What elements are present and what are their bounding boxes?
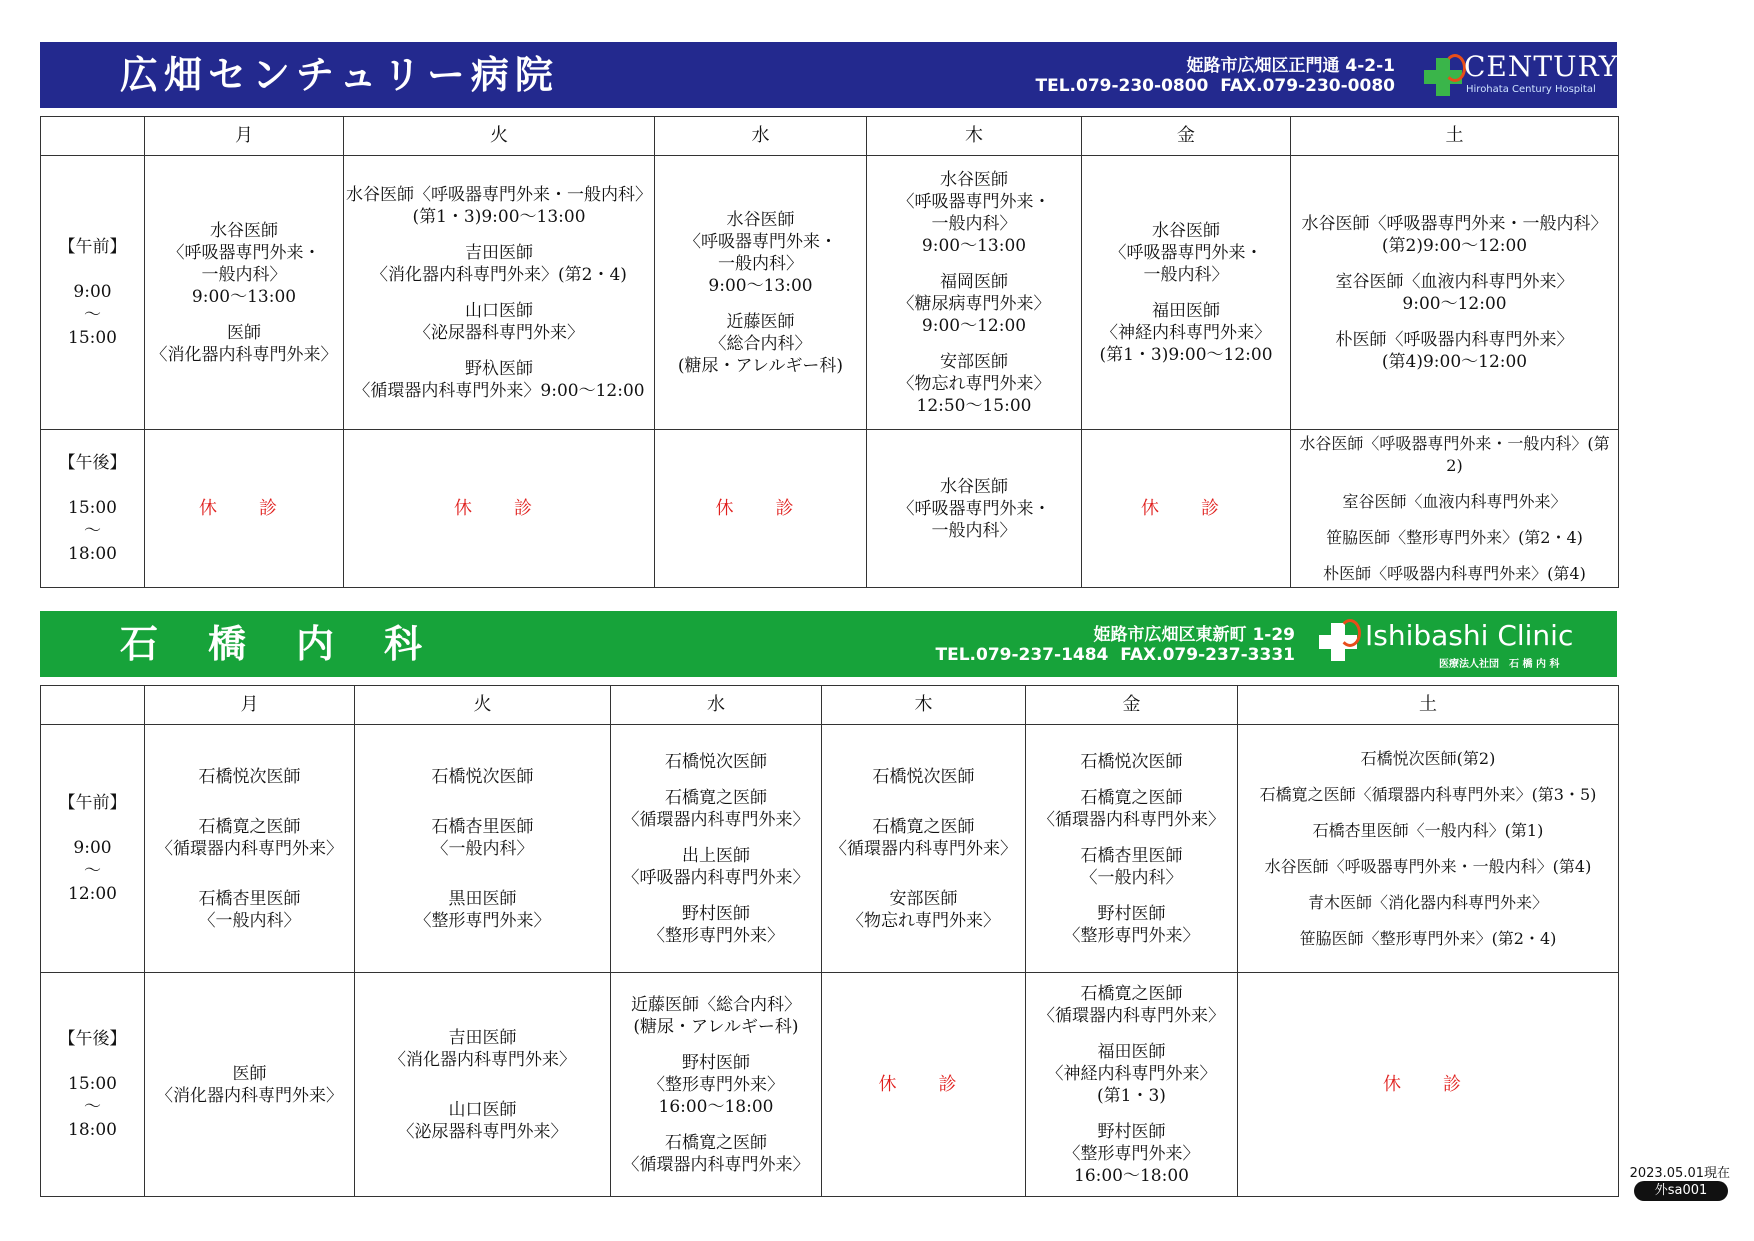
schedule-line: 12:00	[68, 883, 117, 904]
h2-am-sat	[1238, 725, 1619, 973]
h1-am-wed	[655, 156, 867, 430]
spacer	[1240, 878, 1616, 892]
spacer	[357, 874, 608, 888]
schedule-line: 石橋寛之医師	[1080, 983, 1183, 1004]
schedule-line: 石橋杏里医師	[1080, 845, 1183, 866]
schedule-line: 〈消化器内科専門外来〉(第2・4)	[371, 264, 627, 285]
am-time-label	[41, 156, 145, 430]
h1-am-tue	[344, 156, 655, 430]
h2-pm-fri	[1026, 973, 1238, 1197]
spacer	[357, 788, 608, 802]
day-sat: 土	[1291, 117, 1619, 156]
hospital1-name: 広畑センチュリー病院	[120, 53, 559, 97]
document-code-badge: 外sa001	[1634, 1181, 1728, 1201]
closed-label: 休 診	[1383, 1073, 1473, 1095]
spacer	[147, 802, 352, 816]
spacer	[1084, 286, 1288, 300]
h2-pm-thu	[822, 973, 1026, 1197]
schedule-line: 〈循環器内科専門外来〉	[156, 838, 343, 859]
schedule-line: 石橋寛之医師〈循環器内科専門外来〉(第3・5)	[1259, 784, 1597, 804]
schedule-line: 18:00	[68, 1119, 117, 1140]
schedule-line: 石橋寛之医師	[665, 787, 767, 808]
closed-label: 休 診	[878, 1073, 969, 1095]
schedule-line: 福岡医師	[940, 271, 1008, 292]
schedule-line: 石橋寛之医師	[665, 1132, 767, 1153]
schedule-line: 〈物忘れ専門外来〉	[897, 373, 1051, 394]
schedule-line: 石橋杏里医師	[431, 816, 534, 837]
schedule-line: 水谷医師〈呼吸器専門外来・一般内科〉(第2)	[1299, 433, 1610, 475]
schedule-line: ～	[84, 304, 101, 325]
spacer	[346, 286, 652, 300]
schedule-line: 一般内科〉	[718, 253, 803, 274]
schedule-line: 福田医師	[1152, 300, 1220, 321]
spacer	[1293, 315, 1616, 329]
day-mon: 月	[145, 686, 355, 725]
spacer	[1028, 1107, 1235, 1121]
day-mon: 月	[145, 117, 344, 156]
schedule-line: 水谷医師	[940, 476, 1008, 497]
schedule-line: 水谷医師	[1152, 220, 1220, 241]
day-thu: 木	[867, 117, 1082, 156]
spacer	[824, 860, 1023, 874]
hospital2-name: 石 橋 内 科	[120, 622, 429, 666]
h2-pm-sat	[1238, 973, 1619, 1197]
h2-am-tue	[355, 725, 611, 973]
schedule-line: 15:00	[68, 327, 117, 348]
schedule-line: 山口医師	[448, 1099, 517, 1120]
schedule-line: (第2)9:00～12:00	[1381, 235, 1528, 256]
schedule-line: 9:00～13:00	[191, 286, 297, 307]
spacer	[346, 344, 652, 358]
h2-pm-mon	[145, 973, 355, 1197]
schedule-line: 野村医師	[1097, 903, 1166, 924]
schedule-line: 吉田医師	[465, 242, 533, 263]
spacer	[1240, 770, 1616, 784]
am-row	[41, 156, 1619, 430]
schedule-line: 【午後】	[58, 1028, 127, 1049]
spacer	[613, 1038, 819, 1052]
schedule-line: 〈呼吸器専門外来・	[897, 191, 1051, 212]
h1-am-fri	[1082, 156, 1291, 430]
schedule-line: 水谷医師〈呼吸器専門外来・一般内科〉	[1301, 213, 1608, 234]
hospital2-address: 姫路市広畑区東新町 1-29	[1093, 625, 1295, 645]
spacer	[147, 874, 352, 888]
schedule-line: 一般内科〉	[931, 213, 1017, 234]
table-header-row	[41, 686, 1619, 725]
schedule-line: (糖尿・アレルギー科)	[633, 1016, 799, 1037]
spacer	[357, 1071, 608, 1085]
day-fri: 金	[1082, 117, 1291, 156]
schedule-line: 15:00	[68, 497, 117, 518]
schedule-line: 15:00	[68, 1073, 117, 1094]
schedule-line: 〈物忘れ専門外来〉	[847, 910, 1000, 931]
h1-pm-thu	[867, 430, 1082, 588]
spacer	[147, 308, 341, 322]
spacer	[1293, 513, 1616, 527]
century-logo	[1424, 50, 1619, 100]
schedule-line: 〈整形専門外来〉	[1063, 1143, 1200, 1164]
spacer	[1028, 773, 1235, 787]
schedule-line: 野村医師	[682, 903, 750, 924]
logo-sub-text: 医療法人社団 石 橋 内 科	[1439, 659, 1560, 670]
schedule-line: 笹脇医師〈整形専門外来〉(第2・4)	[1299, 928, 1557, 948]
schedule-line: 医師	[232, 1063, 267, 1084]
schedule-line: 〈呼吸器専門外来・	[1109, 242, 1263, 263]
hospital1-contact: TEL.079-230-0800 FAX.079-230-0080	[1035, 76, 1395, 96]
schedule-line: 12:50～15:00	[916, 395, 1032, 416]
schedule-line: ～	[84, 520, 101, 541]
h2-am-mon	[145, 725, 355, 973]
schedule-line: 9:00～12:00	[921, 315, 1027, 336]
schedule-line: 〈循環器内科専門外来〉9:00～12:00	[353, 380, 645, 401]
schedule-line: 一般内科〉	[201, 264, 287, 285]
spacer	[613, 773, 819, 787]
swirl-icon	[1444, 54, 1466, 82]
schedule-line: 医師	[227, 322, 261, 343]
effective-date: 2023.05.01現在	[1629, 1166, 1730, 1181]
schedule-line: 9:00～13:00	[708, 275, 813, 296]
day-thu: 木	[822, 686, 1026, 725]
schedule-line: 青木医師〈消化器内科専門外来〉	[1307, 892, 1548, 912]
schedule-line: 水谷医師	[210, 220, 278, 241]
schedule-line: 石橋悦次医師	[872, 766, 975, 787]
schedule-line: 福田医師	[1097, 1041, 1166, 1062]
spacer	[1028, 889, 1235, 903]
schedule-line: 出上医師	[682, 845, 750, 866]
schedule-line: 〈循環器内科専門外来〉	[830, 838, 1017, 859]
schedule-line: 〈総合内科〉	[709, 333, 812, 354]
schedule-line: 水谷医師〈呼吸器専門外来・一般内科〉	[346, 184, 652, 205]
schedule-line: 【午前】	[58, 236, 127, 257]
schedule-line: 水谷医師	[940, 169, 1008, 190]
ishibashi-logo	[1319, 619, 1599, 669]
schedule-line: 野村医師	[682, 1052, 750, 1073]
spacer	[824, 788, 1023, 802]
spacer	[1028, 1027, 1235, 1041]
schedule-line: 石橋悦次医師	[431, 766, 534, 787]
spacer	[1293, 549, 1616, 563]
schedule-line: 一般内科〉	[1143, 264, 1229, 285]
spacer	[824, 802, 1023, 816]
schedule-line: 〈消化器内科専門外来〉	[389, 1049, 576, 1070]
schedule-line: 野杁医師	[465, 358, 533, 379]
schedule-line: 石橋杏里医師	[198, 888, 301, 909]
schedule-line: 〈整形専門外来〉	[648, 1074, 784, 1095]
schedule-line: (第1・3)	[1097, 1085, 1166, 1106]
schedule-line: 山口医師	[465, 300, 533, 321]
spacer	[147, 788, 352, 802]
hospital1-banner	[40, 42, 1617, 108]
pm-time-label	[41, 973, 145, 1197]
schedule-line: 16:00～18:00	[658, 1096, 774, 1117]
spacer	[613, 831, 819, 845]
day-tue: 火	[344, 117, 655, 156]
closed-label: 休 診	[715, 497, 806, 519]
schedule-line: 9:00	[73, 837, 112, 858]
table-header-row	[41, 117, 1619, 156]
day-sat: 土	[1238, 686, 1619, 725]
schedule-line: ～	[84, 1096, 101, 1117]
h1-pm-mon	[145, 430, 344, 588]
schedule-line: 室谷医師〈血液内科専門外来〉	[1342, 491, 1567, 511]
schedule-line: 【午前】	[58, 792, 127, 813]
schedule-line: 〈循環器内科専門外来〉	[622, 1154, 810, 1175]
schedule-line: 〈整形専門外来〉	[414, 910, 551, 931]
closed-label: 休 診	[199, 497, 289, 519]
spacer	[346, 228, 652, 242]
closed-label: 休 診	[1141, 497, 1231, 519]
day-wed: 水	[611, 686, 822, 725]
spacer	[1028, 831, 1235, 845]
schedule-line: 近藤医師〈総合内科〉	[631, 994, 801, 1015]
schedule-line: 安部医師	[889, 888, 958, 909]
schedule-line: 〈循環器内科専門外来〉	[1038, 809, 1225, 830]
h2-am-wed	[611, 725, 822, 973]
hospital1-schedule-table	[40, 116, 1619, 588]
schedule-line: 〈神経内科専門外来〉	[1046, 1063, 1217, 1084]
closed-label: 休 診	[454, 497, 544, 519]
spacer	[1240, 914, 1616, 928]
schedule-line: (第1・3)9:00～13:00	[412, 206, 586, 227]
h1-pm-sat	[1291, 430, 1619, 588]
h1-am-mon	[145, 156, 344, 430]
day-wed: 水	[655, 117, 867, 156]
spacer	[613, 1118, 819, 1132]
schedule-line: 朴医師〈呼吸器内科専門外来〉(第4)	[1323, 563, 1586, 583]
spacer	[824, 874, 1023, 888]
schedule-line: 〈呼吸器専門外来・	[684, 231, 837, 252]
schedule-line: (第1・3)9:00～12:00	[1099, 344, 1273, 365]
spacer	[1293, 257, 1616, 271]
schedule-line: 朴医師〈呼吸器内科専門外来〉	[1335, 329, 1574, 350]
corner-cell	[41, 117, 145, 156]
schedule-line: 9:00～13:00	[921, 235, 1027, 256]
day-fri: 金	[1026, 686, 1238, 725]
h1-pm-fri	[1082, 430, 1291, 588]
spacer	[357, 1085, 608, 1099]
h1-pm-tue	[344, 430, 655, 588]
schedule-line: (第4)9:00～12:00	[1381, 351, 1528, 372]
h2-pm-wed	[611, 973, 822, 1197]
h2-am-thu	[822, 725, 1026, 973]
hospital1-address-block	[1035, 56, 1395, 96]
pm-time-label	[41, 430, 145, 588]
schedule-line: 〈消化器内科専門外来〉	[150, 344, 338, 365]
schedule-line: 黒田医師	[448, 888, 517, 909]
schedule-line: 〈一般内科〉	[198, 910, 301, 931]
schedule-line: 〈一般内科〉	[1080, 867, 1183, 888]
day-tue: 火	[355, 686, 611, 725]
schedule-line: 9:00～12:00	[1402, 293, 1507, 314]
h1-am-thu	[867, 156, 1082, 430]
schedule-line: 野村医師	[1097, 1121, 1166, 1142]
schedule-line: 9:00	[73, 281, 112, 302]
spacer	[1293, 477, 1616, 491]
h2-pm-tue	[355, 973, 611, 1197]
swirl-icon	[1339, 619, 1361, 647]
schedule-line: 16:00～18:00	[1074, 1165, 1189, 1186]
spacer	[869, 337, 1079, 351]
schedule-line: 一般内科〉	[931, 520, 1017, 541]
schedule-line: 〈呼吸器内科専門外来〉	[622, 867, 810, 888]
schedule-line: 〈循環器内科専門外来〉	[622, 809, 810, 830]
schedule-line: 近藤医師	[726, 311, 795, 332]
hospital2-address-block	[935, 625, 1295, 665]
schedule-line: 石橋寛之医師	[872, 816, 975, 837]
logo-main-text: Ishibashi Clinic	[1365, 619, 1574, 652]
spacer	[613, 889, 819, 903]
schedule-line: ～	[84, 860, 101, 881]
schedule-line: 〈一般内科〉	[431, 838, 534, 859]
h1-am-sat	[1291, 156, 1619, 430]
schedule-line: 〈整形専門外来〉	[648, 925, 784, 946]
schedule-line: 水谷医師	[726, 209, 795, 230]
schedule-line: 〈糖尿病専門外来〉	[897, 293, 1051, 314]
schedule-line: (糖尿・アレルギー科)	[677, 355, 844, 376]
spacer	[657, 297, 864, 311]
schedule-line: 笹脇医師〈整形専門外来〉(第2・4)	[1326, 527, 1583, 547]
spacer	[1240, 806, 1616, 820]
schedule-line: 18:00	[68, 543, 117, 564]
logo-sub-text: Hirohata Century Hospital	[1466, 84, 1596, 95]
hospital1-address: 姫路市広畑区正門通 4-2-1	[1186, 56, 1395, 76]
schedule-line: 石橋杏里医師〈一般内科〉(第1)	[1312, 820, 1544, 840]
am-row	[41, 725, 1619, 973]
schedule-line: 石橋寛之医師	[198, 816, 301, 837]
spacer	[357, 802, 608, 816]
spacer	[357, 860, 608, 874]
schedule-line: 石橋悦次医師(第2)	[1360, 748, 1496, 768]
schedule-line: 〈泌尿器科専門外来〉	[397, 1121, 568, 1142]
schedule-line: 安部医師	[940, 351, 1008, 372]
spacer	[147, 860, 352, 874]
schedule-line: 〈神経内科専門外来〉	[1101, 322, 1271, 343]
schedule-line: 石橋寛之医師	[1080, 787, 1183, 808]
schedule-line: 〈呼吸器専門外来・	[897, 498, 1051, 519]
schedule-line: 石橋悦次医師	[198, 766, 301, 787]
schedule-line: 〈消化器内科専門外来〉	[156, 1085, 343, 1106]
schedule-line: 吉田医師	[448, 1027, 517, 1048]
schedule-line: 【午後】	[58, 452, 127, 473]
hospital2-schedule-table	[40, 685, 1619, 1197]
spacer	[1240, 842, 1616, 856]
hospital2-banner	[40, 611, 1617, 677]
am-time-label	[41, 725, 145, 973]
schedule-line: 石橋悦次医師	[665, 751, 767, 772]
schedule-line: 室谷医師〈血液内科専門外来〉	[1335, 271, 1574, 292]
schedule-line: 〈泌尿器科専門外来〉	[414, 322, 584, 343]
schedule-line: 〈循環器内科専門外来〉	[1038, 1005, 1225, 1026]
schedule-line: 石橋悦次医師	[1080, 751, 1183, 772]
h2-am-fri	[1026, 725, 1238, 973]
spacer	[869, 257, 1079, 271]
logo-main-text: CENTURY	[1464, 50, 1619, 83]
corner-cell	[41, 686, 145, 725]
pm-row	[41, 430, 1619, 588]
schedule-line: 〈整形専門外来〉	[1063, 925, 1200, 946]
schedule-line: 水谷医師〈呼吸器専門外来・一般内科〉(第4)	[1264, 856, 1592, 876]
schedule-line: 〈呼吸器専門外来・	[167, 242, 321, 263]
hospital2-contact: TEL.079-237-1484 FAX.079-237-3331	[935, 645, 1295, 665]
h1-pm-wed	[655, 430, 867, 588]
pm-row	[41, 973, 1619, 1197]
